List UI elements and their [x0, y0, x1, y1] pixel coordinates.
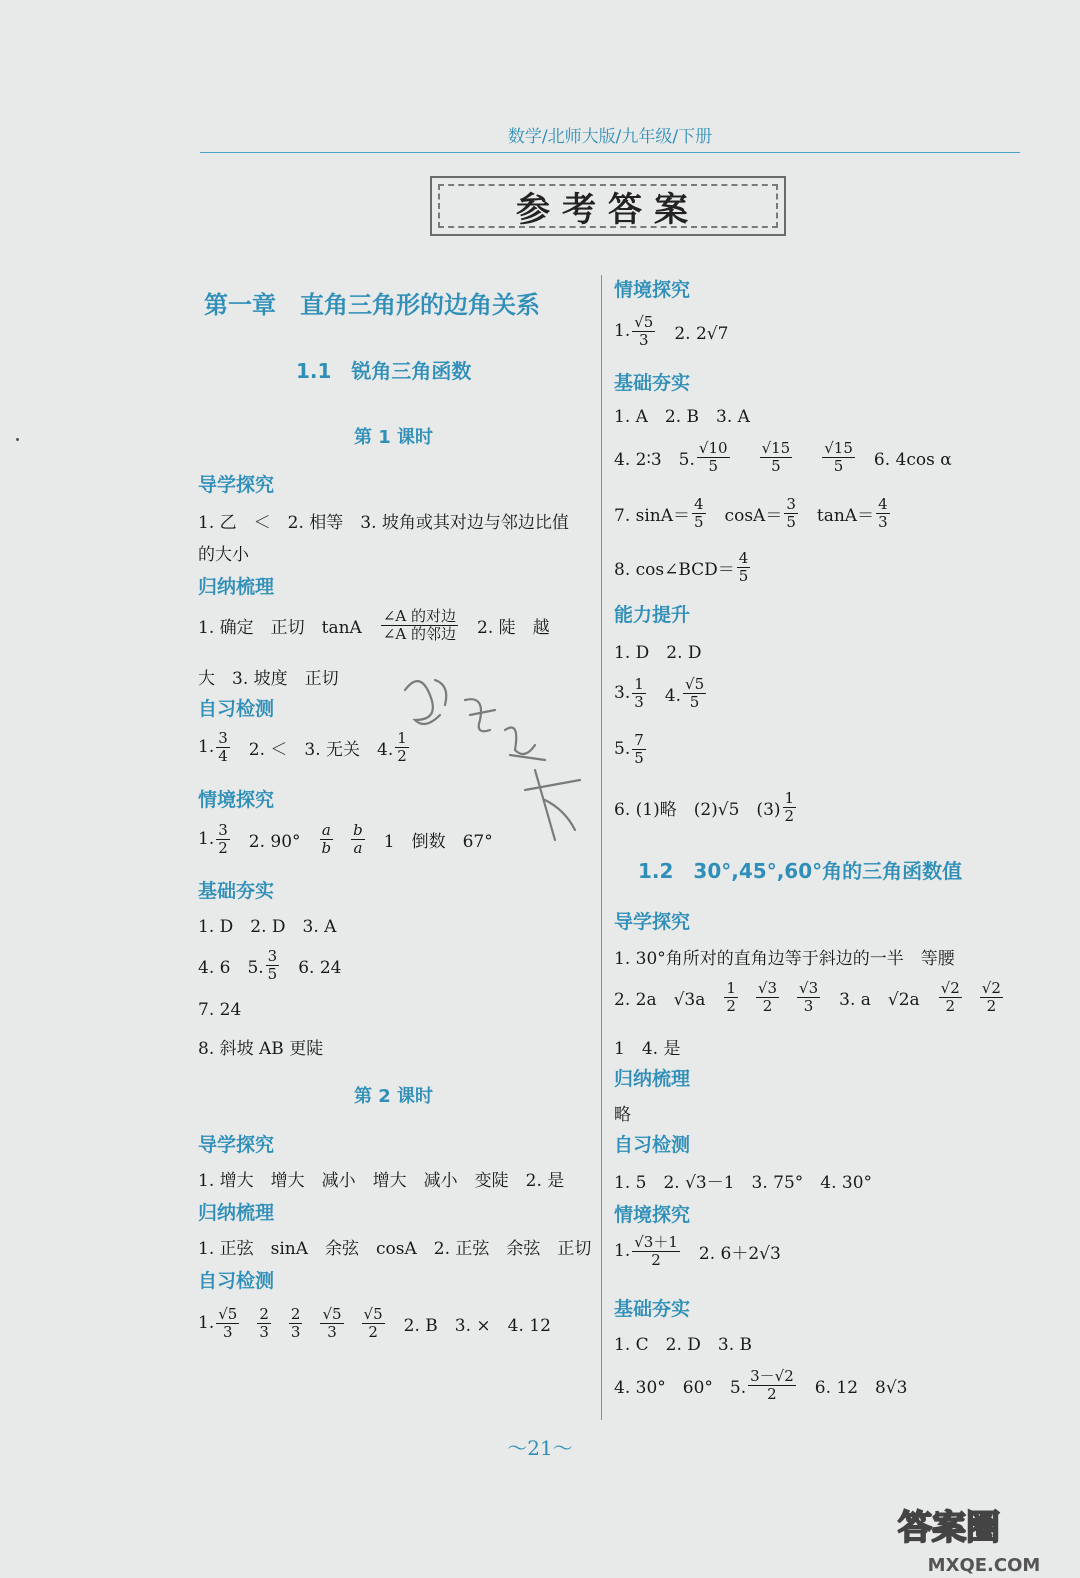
answer-line [614, 1368, 908, 1402]
answer-line [614, 980, 1005, 1014]
text-run: 6. 12 8√3 [797, 1377, 908, 1398]
answer-line [614, 1234, 781, 1268]
text-run: 6. 4cos α [856, 449, 952, 470]
text-run: 4. 2∶3 5. [614, 449, 695, 470]
fraction [876, 496, 890, 530]
numerator: ∠A 的对边 [382, 607, 456, 625]
answer-line: 略 [614, 1105, 631, 1125]
section-heading: 基础夯实 [614, 1298, 691, 1320]
text-run: 2. 2a √3a [614, 989, 723, 1010]
fraction [395, 730, 409, 764]
page-header: 数学/北师大版/九年级/下册 [507, 127, 713, 147]
lesson-title: 第 2 课时 [354, 1086, 434, 1107]
answer-line: 的大小 [198, 545, 249, 565]
numerator: 2 [259, 1305, 269, 1323]
denominator: 2 [762, 996, 773, 1015]
section-heading: 导学探究 [198, 474, 275, 496]
denominator: 3 [803, 996, 814, 1015]
text-run: 4. 6 5. [198, 957, 264, 978]
text-run: 1. [614, 321, 631, 341]
header-rule [200, 152, 1020, 153]
text-run: 8. cos∠BCD＝ [614, 559, 735, 580]
section-heading: 情境探究 [614, 1204, 691, 1226]
subsection-title: 1.2 30°,45°,60°角的三角函数值 [638, 859, 963, 883]
answer-line [198, 948, 341, 982]
fraction [266, 948, 280, 982]
fraction [939, 980, 962, 1014]
denominator: 3 [327, 1322, 337, 1341]
denominator: 3 [634, 692, 644, 711]
watermark-url: MXQE.COM [927, 1555, 1041, 1576]
subsection-title: 1.1 锐角三角函数 [296, 359, 472, 383]
text-run: 6. 24 [281, 957, 342, 978]
answer-line [614, 496, 892, 530]
numerator: √3＋1 [634, 1233, 678, 1251]
answer-line: 1. 5 2. √3－1 3. 75° 4. 30° [614, 1173, 873, 1193]
fraction [784, 496, 798, 530]
denominator: 2 [767, 1384, 777, 1403]
page-number: ～21～ [507, 1436, 573, 1460]
numerator: √2 [940, 979, 960, 997]
text-run: 1. [198, 829, 215, 849]
text-run: cosA＝ [707, 505, 783, 526]
section-heading: 自习检测 [198, 1270, 275, 1292]
text-run: 2. 2√7 [657, 323, 729, 344]
answer-line: 1. D 2. D 3. A [198, 917, 337, 937]
answer-line [614, 790, 798, 824]
answer-line: 8. 斜坡 AB 更陡 [198, 1039, 324, 1059]
numerator: √5 [218, 1305, 238, 1323]
fraction [724, 980, 738, 1014]
denominator: 2 [945, 996, 955, 1015]
fraction [216, 1306, 239, 1340]
fraction [257, 1306, 271, 1340]
answer-line [198, 822, 493, 856]
text-run: 2. 陡 越 [460, 617, 550, 638]
denominator: 2 [368, 1322, 378, 1341]
answer-line: 1. 正弦 sinA 余弦 cosA 2. 正弦 余弦 正切 [198, 1239, 592, 1259]
fraction [381, 608, 458, 642]
denominator: 3 [259, 1322, 269, 1341]
text-run: 1. [614, 1241, 631, 1261]
denominator: 5 [738, 566, 749, 585]
fraction [783, 790, 797, 824]
numerator: √15 [824, 439, 853, 457]
denominator: 3 [223, 1322, 233, 1341]
answer-line [198, 608, 550, 642]
numerator: 1 [634, 675, 644, 693]
fraction [632, 314, 655, 348]
fraction [692, 496, 706, 530]
denominator: 2 [397, 746, 407, 765]
text-run: tanA＝ [799, 505, 875, 526]
fraction [756, 980, 779, 1014]
numerator: 1 [726, 979, 736, 997]
text-run: 4. 30° 60° 5. [614, 1377, 747, 1398]
fraction [320, 822, 334, 856]
answer-line: 1. 30°角所对的直角边等于斜边的一半 等腰 [614, 949, 955, 969]
numerator: √5 [685, 675, 705, 693]
section-heading: 归纳梳理 [198, 1202, 275, 1224]
text-run: 1 倒数 67° [366, 831, 493, 852]
section-heading: 情境探究 [198, 789, 275, 811]
section-heading: 基础夯实 [198, 880, 275, 902]
fraction [351, 822, 365, 856]
numerator: 2 [290, 1305, 301, 1323]
fraction [797, 980, 820, 1014]
fraction [822, 440, 855, 474]
numerator: 3 [218, 821, 228, 839]
answer-line [614, 314, 728, 348]
text-run: 3. a √2a [822, 989, 937, 1010]
denominator: a [353, 838, 363, 857]
numerator: √3 [799, 979, 819, 997]
fraction [216, 822, 230, 856]
section-heading: 归纳梳理 [198, 576, 275, 598]
answer-line: 1. 乙 ＜ 2. 相等 3. 坡角或其对边与邻边比值 [198, 513, 569, 533]
numerator: 4 [738, 549, 749, 567]
text-run: 2. B 3. × 4. 12 [386, 1315, 551, 1336]
numerator: √5 [363, 1305, 383, 1323]
answer-line: 1. D 2. D [614, 643, 702, 663]
fraction [632, 1234, 680, 1268]
section-heading: 能力提升 [614, 604, 691, 626]
text-run: 3. [614, 683, 631, 703]
denominator: b [321, 838, 332, 857]
numerator: √3 [757, 979, 778, 997]
lesson-title: 第 1 课时 [354, 427, 434, 448]
fraction [697, 440, 730, 474]
text-run: 6. (1)略 (2)√5 (3) [614, 799, 781, 820]
answer-line: 1. 增大 增大 减小 增大 减小 变陡 2. 是 [198, 1171, 565, 1191]
title-box [430, 176, 786, 236]
text-run: 1. [198, 737, 215, 757]
text-run: 7. sinA＝ [614, 505, 691, 526]
fraction [362, 1306, 385, 1340]
numerator: 4 [878, 495, 888, 513]
margin-dot [16, 438, 19, 441]
fraction [320, 1306, 343, 1340]
section-heading: 导学探究 [198, 1134, 275, 1156]
section-heading: 导学探究 [614, 911, 691, 933]
denominator: 3 [878, 512, 888, 531]
denominator: 5 [689, 692, 700, 711]
numerator: √10 [698, 439, 728, 457]
fraction [289, 1306, 303, 1340]
text-run: 2. 90° [231, 831, 318, 852]
denominator: 2 [218, 838, 228, 857]
denominator: ∠A 的邻边 [382, 624, 456, 643]
numerator: 3 [218, 729, 228, 747]
chapter-title: 第一章 直角三角形的边角关系 [204, 291, 540, 319]
numerator: √2 [981, 979, 1001, 997]
numerator: 1 [784, 789, 795, 807]
fraction [760, 440, 793, 474]
section-heading: 归纳梳理 [614, 1068, 691, 1090]
denominator: 5 [771, 456, 781, 475]
fraction [632, 676, 646, 710]
section-heading: 自习检测 [198, 698, 275, 720]
text-run: 5. [614, 739, 631, 759]
numerator: 3 [267, 947, 278, 965]
numerator: √15 [761, 439, 791, 457]
answer-line [198, 730, 411, 764]
denominator: 2 [651, 1250, 661, 1269]
section-heading: 基础夯实 [614, 372, 691, 394]
denominator: 5 [634, 748, 644, 767]
section-heading: 自习检测 [614, 1134, 691, 1156]
denominator: 3 [290, 1322, 301, 1341]
answer-line [614, 440, 952, 474]
watermark-logo [888, 1500, 1080, 1578]
answer-line [614, 676, 708, 710]
watermark-logo-text: 答案圈 [898, 1508, 1000, 1548]
denominator: 5 [833, 456, 844, 475]
text-run: 4. [647, 685, 682, 706]
text-run: 2. ＜ 3. 无关 4. [231, 739, 394, 760]
numerator: 3 [786, 495, 796, 513]
numerator: √5 [322, 1305, 342, 1323]
denominator: 2 [986, 996, 997, 1015]
denominator: 2 [726, 996, 736, 1015]
answer-line: 1. C 2. D 3. B [614, 1335, 753, 1355]
numerator: 4 [694, 495, 704, 513]
denominator: 5 [708, 456, 718, 475]
text-run: 1. [198, 1313, 215, 1333]
numerator: b [353, 821, 363, 839]
denominator: 5 [267, 964, 278, 983]
numerator: 3－√2 [750, 1367, 794, 1385]
numerator: √5 [634, 313, 654, 331]
fraction [737, 550, 751, 584]
fraction [748, 1368, 796, 1402]
column-divider [601, 275, 602, 1420]
fraction [683, 676, 706, 710]
answer-line: 大 3. 坡度 正切 [198, 669, 339, 689]
denominator: 3 [639, 330, 649, 349]
answer-line [198, 1306, 551, 1340]
denominator: 2 [784, 806, 795, 825]
answer-line [614, 732, 648, 766]
denominator: 5 [694, 512, 704, 531]
answer-line [614, 550, 752, 584]
fraction [216, 730, 230, 764]
answer-line: 1. A 2. B 3. A [614, 407, 750, 427]
title-text: 参考答案 [438, 184, 778, 228]
denominator: 5 [786, 512, 796, 531]
fraction [632, 732, 646, 766]
denominator: 4 [218, 746, 228, 765]
answer-line: 7. 24 [198, 1000, 242, 1020]
section-heading: 情境探究 [614, 279, 691, 301]
numerator: 7 [634, 731, 644, 749]
text-run: 2. 6＋2√3 [681, 1243, 781, 1264]
answer-line: 1 4. 是 [614, 1039, 681, 1059]
numerator: 1 [397, 729, 407, 747]
numerator: a [321, 821, 331, 839]
fraction [980, 980, 1003, 1014]
text-run: 1. 确定 正切 tanA [198, 617, 379, 638]
